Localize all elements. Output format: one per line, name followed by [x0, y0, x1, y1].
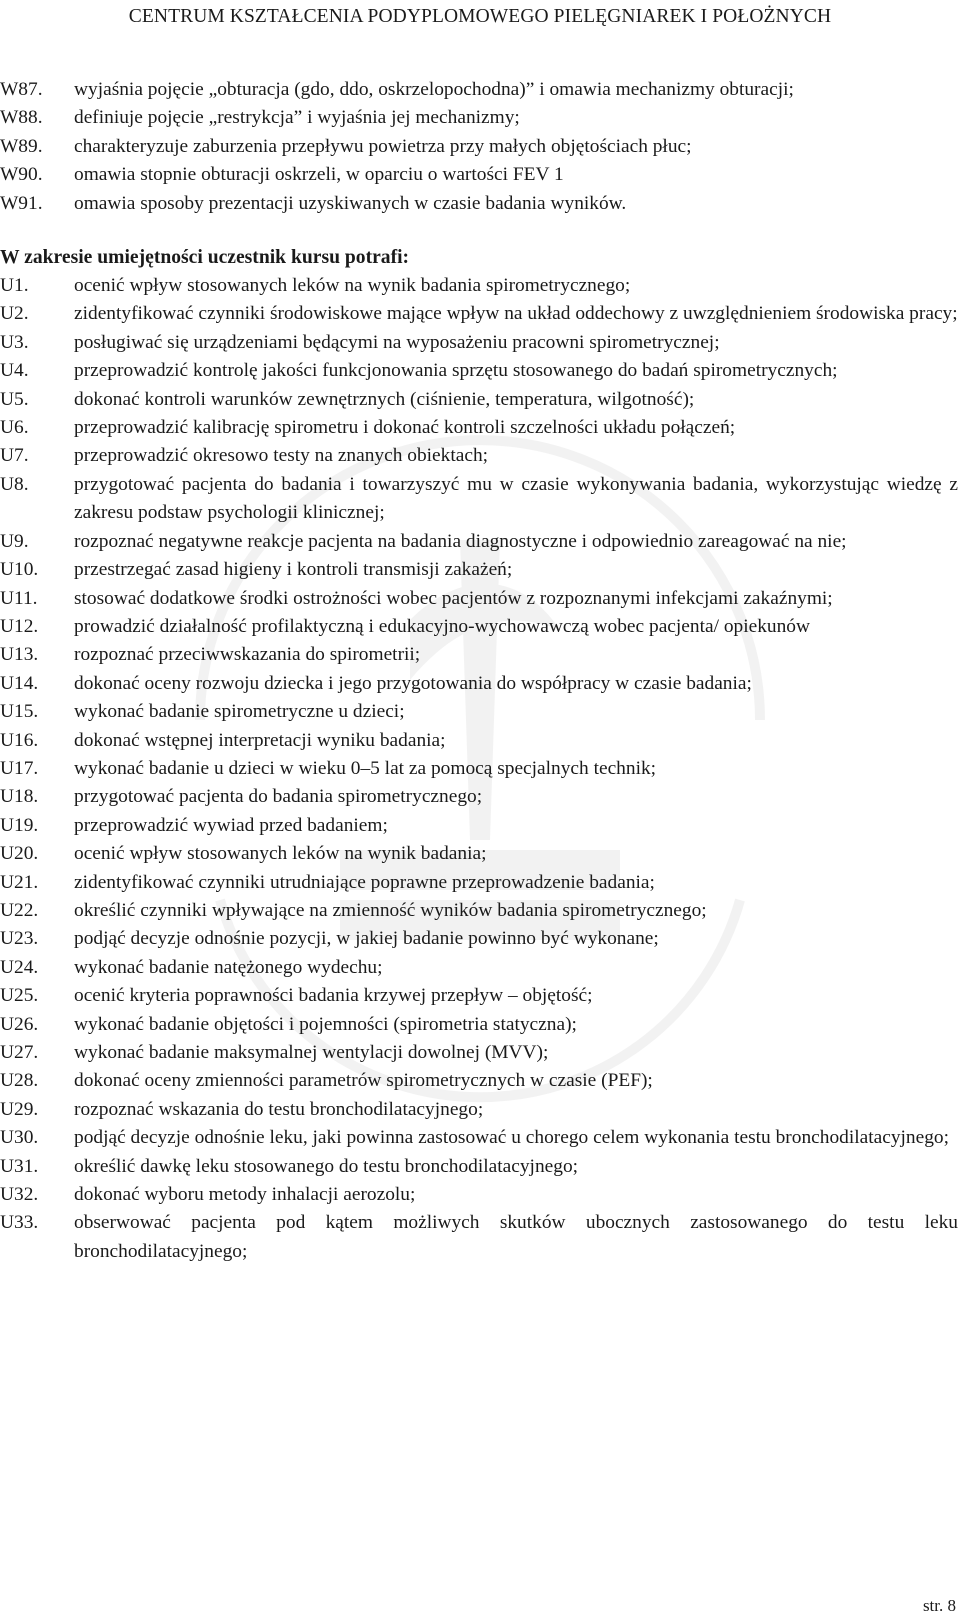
outcome-text: obserwować pacjenta pod kątem możliwych skutków ubocznych zastosowanego do testu leku bronchodilatacyjnego; — [74, 1212, 958, 1262]
outcome-item — [0, 755, 958, 783]
outcome-item — [0, 76, 958, 104]
outcome-text: charakteryzuje zaburzenia przepływu powietrza przy małych objętościach płuc; — [74, 135, 692, 157]
outcome-item — [0, 812, 958, 840]
outcome-item — [0, 104, 958, 132]
outcome-item — [0, 1181, 958, 1209]
outcome-code: U27. — [0, 1042, 39, 1063]
page-number: str. 8 — [922, 1596, 956, 1615]
outcome-code: U30. — [0, 1127, 39, 1149]
outcome-code: U24. — [0, 956, 39, 978]
outcome-text: dokonać wyboru metody inhalacji aerozolu; — [74, 1184, 416, 1206]
outcome-text: wykonać badanie maksymalnej wentylacji dowolnej (MVV); — [74, 1042, 549, 1063]
document-body — [0, 76, 958, 1266]
outcome-item — [0, 556, 958, 584]
outcome-text: stosować dodatkowe środki ostrożności wobec pacjentów z rozpoznanymi infekcjami zakaźnymi; — [74, 587, 833, 609]
outcome-code: W88. — [0, 107, 43, 129]
outcome-text: omawia stopnie obturacji oskrzeli, w oparciu o wartości FEV 1 — [74, 164, 564, 186]
outcome-item — [0, 414, 958, 442]
outcome-code: U13. — [0, 644, 39, 666]
skills-outcomes-list — [0, 272, 958, 1266]
outcome-item — [0, 698, 958, 726]
outcome-text: wykonać badanie objętości i pojemności (spirometria statyczna); — [74, 1013, 577, 1035]
outcome-text: dokonać kontroli warunków zewnętrznych (ciśnienie, temperatura, wilgotność); — [74, 388, 695, 410]
outcome-item — [0, 727, 958, 755]
outcome-item — [0, 1011, 958, 1039]
skills-section-heading: W zakresie umiejętności uczestnik kursu potrafi: — [0, 247, 410, 269]
outcome-item — [0, 272, 958, 300]
outcome-code: U19. — [0, 814, 39, 836]
outcome-item — [0, 1039, 958, 1067]
outcome-item — [0, 190, 958, 218]
outcome-code: U17. — [0, 757, 39, 779]
outcome-code: U14. — [0, 672, 39, 694]
outcome-text: zidentyfikować czynniki środowiskowe mające wpływ na układ oddechowy z uwzględnieniem środowiska pracy; — [74, 303, 958, 325]
outcome-item — [0, 670, 958, 698]
outcome-code: U22. — [0, 899, 39, 921]
outcome-text: wyjaśnia pojęcie „obturacja (gdo, ddo, oskrzelopochodna)” i omawia mechanizmy obturacji; — [74, 79, 794, 100]
outcome-item — [0, 386, 958, 414]
outcome-code: U21. — [0, 871, 39, 893]
outcome-code: W89. — [0, 135, 43, 157]
outcome-code: U6. — [0, 417, 29, 439]
outcome-text: przeprowadzić wywiad przed badaniem; — [74, 814, 388, 836]
outcome-item — [0, 1067, 958, 1095]
outcome-text: przygotować pacjenta do badania spirometrycznego; — [74, 786, 483, 808]
outcome-item — [0, 585, 958, 613]
outcome-item — [0, 329, 958, 357]
outcome-item — [0, 954, 958, 982]
outcome-text: dokonać oceny rozwoju dziecka i jego przygotowania do współpracy w czasie badania; — [74, 672, 752, 694]
outcome-item — [0, 300, 958, 328]
outcome-text: podjąć decyzje odnośnie pozycji, w jakiej badanie powinno być wykonane; — [74, 928, 659, 950]
outcome-code: U15. — [0, 701, 39, 723]
outcome-item — [0, 1096, 958, 1124]
outcome-text: przeprowadzić kontrolę jakości funkcjonowania sprzętu stosowanego do badań spirometrycznych; — [74, 360, 838, 382]
page-header: CENTRUM KSZTAŁCENIA PODYPLOMOWEGO PIELĘGNIAREK I POŁOŻNYCH — [128, 6, 832, 27]
outcome-code: W90. — [0, 164, 43, 186]
outcome-code: U20. — [0, 843, 39, 865]
outcome-text: wykonać badanie spirometryczne u dzieci; — [74, 701, 405, 723]
outcome-text: określić dawkę leku stosowanego do testu bronchodilatacyjnego; — [74, 1155, 579, 1177]
outcome-text: omawia sposoby prezentacji uzyskiwanych w czasie badania wyników. — [74, 192, 627, 214]
outcome-code: U23. — [0, 928, 39, 950]
outcome-text: przygotować pacjenta do badania i towarzyszyć mu w czasie wykonywania badania, wykorzystując wiedzę z zakresu podstaw psychologii klinicznej; — [74, 473, 958, 524]
outcome-item — [0, 869, 958, 897]
outcome-item — [0, 528, 958, 556]
outcome-item — [0, 925, 958, 953]
outcome-item — [0, 783, 958, 811]
outcome-code: U1. — [0, 275, 29, 297]
outcome-item — [0, 471, 958, 528]
outcome-text: rozpoznać negatywne reakcje pacjenta na badania diagnostyczne i odpowiednio zareagować na nie; — [74, 530, 847, 552]
outcome-code: U25. — [0, 985, 39, 1007]
outcome-item — [0, 133, 958, 161]
outcome-item — [0, 442, 958, 470]
outcome-code: U10. — [0, 559, 39, 581]
outcome-item — [0, 1209, 958, 1266]
outcome-text: dokonać wstępnej interpretacji wyniku badania; — [74, 729, 446, 751]
outcome-text: ocenić kryteria poprawności badania krzywej przepływ – objętość; — [74, 985, 593, 1007]
outcome-item — [0, 840, 958, 868]
outcome-text: podjąć decyzje odnośnie leku, jaki powinna zastosować u chorego celem wykonania testu bronchodilatacyjnego; — [74, 1127, 949, 1149]
outcome-text: rozpoznać przeciwwskazania do spirometrii; — [74, 644, 421, 666]
outcome-text: przestrzegać zasad higieny i kontroli transmisji zakażeń; — [74, 559, 513, 581]
outcome-text: określić czynniki wpływające na zmienność wyników badania spirometrycznego; — [74, 899, 707, 921]
outcome-code: U11. — [0, 587, 38, 609]
outcome-text: wykonać badanie u dzieci w wieku 0–5 lat za pomocą specjalnych technik; — [74, 757, 657, 779]
outcome-text: rozpoznać wskazania do testu bronchodilatacyjnego; — [74, 1098, 484, 1120]
outcome-text: przeprowadzić kalibrację spirometru i dokonać kontroli szczelności układu połączeń; — [74, 417, 736, 439]
outcome-code: U7. — [0, 445, 29, 467]
outcome-item — [0, 897, 958, 925]
outcome-code: U33. — [0, 1212, 39, 1234]
outcome-code: U3. — [0, 331, 29, 353]
outcome-text: zidentyfikować czynniki utrudniające poprawne przeprowadzenie badania; — [74, 871, 655, 893]
outcome-code: U28. — [0, 1070, 39, 1092]
outcome-code: U32. — [0, 1184, 39, 1206]
outcome-text: przeprowadzić okresowo testy na znanych obiektach; — [74, 445, 489, 467]
outcome-item — [0, 1153, 958, 1181]
outcome-text: dokonać oceny zmienności parametrów spirometrycznych w czasie (PEF); — [74, 1070, 653, 1092]
outcome-code: U2. — [0, 303, 29, 325]
outcome-item — [0, 641, 958, 669]
knowledge-outcomes-list — [0, 76, 958, 218]
outcome-code: U26. — [0, 1013, 39, 1035]
outcome-text: posługiwać się urządzeniami będącymi na wyposażeniu pracowni spirometrycznej; — [74, 331, 720, 353]
outcome-text: prowadzić działalność profilaktyczną i edukacyjno-wychowawczą wobec pacjenta/ opiekunów — [74, 615, 810, 637]
outcome-code: U8. — [0, 473, 29, 495]
outcome-item — [0, 357, 958, 385]
outcome-item — [0, 982, 958, 1010]
outcome-text: ocenić wpływ stosowanych leków na wynik badania spirometrycznego; — [74, 275, 631, 297]
outcome-code: U5. — [0, 388, 29, 410]
outcome-code: U4. — [0, 360, 29, 382]
outcome-code: U12. — [0, 615, 39, 637]
outcome-code: U9. — [0, 530, 29, 552]
outcome-text: ocenić wpływ stosowanych leków na wynik badania; — [74, 843, 487, 865]
outcome-code: U16. — [0, 729, 39, 751]
outcome-code: W91. — [0, 192, 43, 214]
outcome-text: wykonać badanie natężonego wydechu; — [74, 956, 383, 978]
outcome-code: U18. — [0, 786, 39, 808]
outcome-item — [0, 613, 958, 641]
outcome-item — [0, 161, 958, 189]
outcome-text: definiuje pojęcie „restrykcja” i wyjaśnia jej mechanizmy; — [74, 107, 520, 129]
outcome-code: W87. — [0, 79, 43, 100]
outcome-item — [0, 1124, 958, 1152]
outcome-code: U29. — [0, 1098, 39, 1120]
outcome-code: U31. — [0, 1155, 39, 1177]
